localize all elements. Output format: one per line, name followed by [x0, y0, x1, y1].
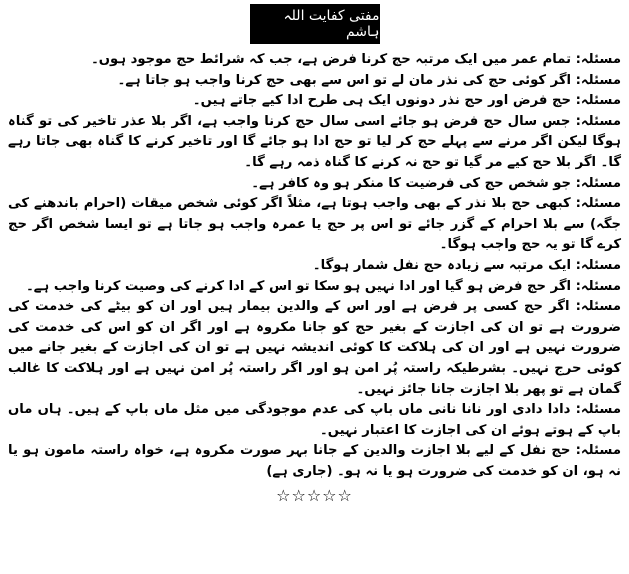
paragraph: مسئلہ: دادا دادی اور نانا نانی ماں باپ کی عدم موجودگی میں مثل ماں باپ کے ہیں۔ ہاں ماں باپ کے ہوتے ہوئے ان کی اجازت کا اعتبار نہیں۔: [8, 402, 621, 438]
paragraph: مسئلہ: کبھی حج بلا نذر کے بھی واجب ہوتا ہے، مثلاً اگر کوئی شخص میقات (احرام باندھنے کی جگہ) سے بلا احرام کے گزر جائے تو اس پر حج یا عمرہ واجب ہو جاتا ہے تو ایسا شخص اگر حج کرے گا تو یہ حج واجب ہوگا۔: [8, 196, 621, 253]
ornament-stars: ☆☆☆☆☆: [276, 486, 353, 506]
article-body: [8, 50, 621, 482]
paragraph: مسئلہ: جو شخص حج کی فرضیت کا منکر ہو وہ کافر ہے۔: [251, 175, 621, 191]
paragraph: مسئلہ: اگر حج فرض ہو گیا اور ادا نہیں ہو سکا تو اس کے ادا کرنے کی وصیت کرنا واجب ہے۔: [26, 278, 621, 294]
paragraph: مسئلہ: ایک مرتبہ سے زیادہ حج نفل شمار ہوگا۔: [312, 257, 621, 273]
paragraph: مسئلہ: حج فرض اور حج نذر دونوں ایک ہی طرح ادا کیے جاتے ہیں۔: [192, 93, 621, 109]
paragraph: مسئلہ: حج نفل کے لیے بلا اجازت والدین کے جانا بہر صورت مکروہ ہے، خواہ راستہ مامون ہو یا نہ ہو، ان کو خدمت کی ضرورت ہو یا نہ ہو۔ (جاری ہے): [8, 443, 621, 479]
paragraph: مسئلہ: اگر کوئی حج کی نذر مان لے تو اس سے بھی حج کرنا واجب ہو جاتا ہے۔: [117, 72, 621, 88]
paragraph: مسئلہ: تمام عمر میں ایک مرتبہ حج کرنا فرض ہے، جب کہ شرائط حج موجود ہوں۔: [91, 52, 621, 67]
article-title-box: [250, 4, 380, 44]
article-title: مفتی کفایت اللہ ہاشم: [283, 8, 380, 40]
paragraph: مسئلہ: جس سال حج فرض ہو جائے اسی سال حج کرنا واجب ہے، اگر بلا عذر تاخیر کی تو گناہ ہوگا لیکن اگر مرنے سے پہلے حج کر لیا تو حج ادا ہو جائے گا اور تاخیر کرنے کا گناہ بھی جاتا رہے گا۔ اگر بلا حج کیے مر گیا تو حج نہ کرنے کا گناہ ذمہ رہے گا۔: [8, 113, 621, 170]
paragraph: مسئلہ: اگر حج کسی پر فرض ہے اور اس کے والدین بیمار ہیں اور ان کو بیٹے کی خدمت کی ضرورت ہے تو ان کی اجازت کے بغیر حج کو جانا مکروہ ہے اور اگر ان کو اس کی خدمت کی ضرورت نہیں ہے اور ان کی ہلاکت کا کوئی اندیشہ نہیں ہے تو ان کی اجازت کے بغیر جانے میں کوئی حرج نہیں۔ بشرطیکہ راستہ پُر امن ہو اور اگر راستہ پُر امن نہیں ہے اور ہلاکت کا غالب گمان ہے تو پھر بلا اجازت جانا جائز نہیں۔: [8, 299, 621, 397]
